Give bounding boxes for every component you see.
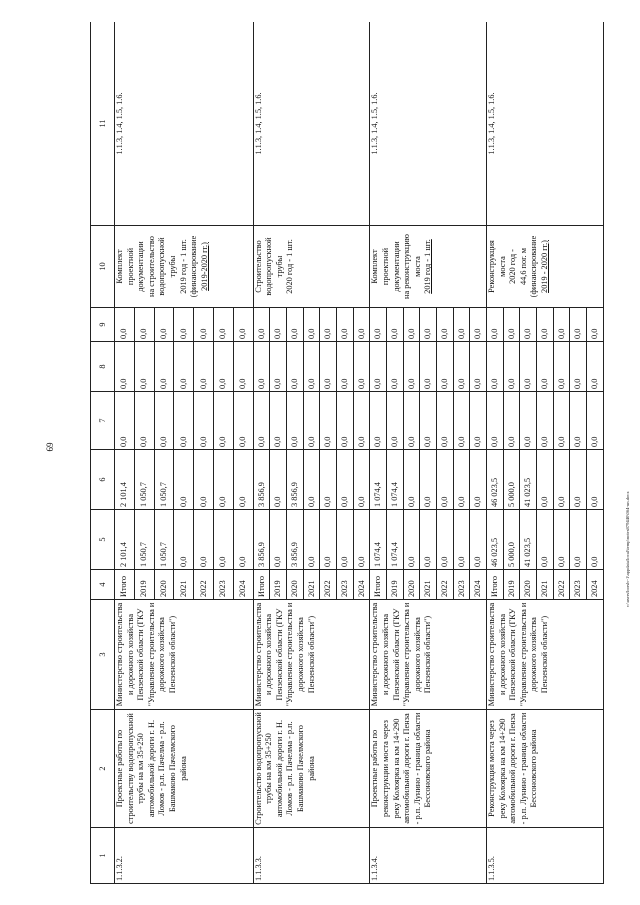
amount-cell: 0,0 [487, 308, 504, 342]
page-number: 69 [45, 442, 55, 452]
activity-name: Строительство водопропускной трубы на км 35+250 автомобильной дороги г. Н. Ломов - р.п. Пачелма - р.п. Башмаково Пачелмского района [253, 710, 370, 828]
amount-cell: 0,0 [453, 308, 470, 342]
amount-cell: 1 050,7 [134, 510, 154, 570]
amount-cell: 0,0 [470, 450, 487, 510]
amount-cell: 0,0 [214, 342, 234, 392]
amount-cell: 0,0 [470, 510, 487, 570]
amount-cell: 0,0 [353, 308, 370, 342]
period-cell: 2020 [154, 570, 174, 600]
indicator-links: 1.1.3, 1.4, 1.5, 1.6. [115, 22, 254, 226]
amount-cell: 0,0 [420, 510, 437, 570]
amount-cell: 0,0 [303, 450, 320, 510]
amount-cell: 0,0 [337, 308, 354, 342]
period-cell: 2022 [194, 570, 214, 600]
amount-cell: 1 074,4 [370, 510, 387, 570]
amount-cell: 0,0 [470, 342, 487, 392]
amount-cell: 0,0 [520, 308, 537, 342]
amount-cell: 0,0 [437, 450, 454, 510]
amount-cell: 0,0 [253, 342, 270, 392]
period-cell: 2021 [174, 570, 194, 600]
expected-result-line: на реконструкцию [402, 234, 412, 299]
amount-cell: 0,0 [537, 450, 554, 510]
amount-cell: 0,0 [370, 392, 387, 450]
expected-result-line: на строительство [146, 236, 156, 297]
period-cell: 2021 [537, 570, 554, 600]
activity-name: Реконструкция моста через реку Колоярка на км 14+290 автомобильной дороги г. Пенза - р.п. Лунино - граница области Бессоновского района [487, 710, 604, 828]
amount-cell: 0,0 [214, 450, 234, 510]
col-header-8: 8 [91, 342, 115, 392]
amount-cell: 5 000,0 [503, 450, 520, 510]
period-cell: Итого [253, 570, 270, 600]
period-cell: 2022 [320, 570, 337, 600]
period-cell: 2021 [420, 570, 437, 600]
amount-cell: 0,0 [174, 392, 194, 450]
activity-name: Проектные работы по строительству водопропускной трубы на км 35+250 автомобильной дороги г. Н. Ломов - р.п. Пачелма - р.п. Башмаково Пачелмского района [115, 710, 254, 828]
period-cell: 2019 [387, 570, 404, 600]
expected-result [487, 226, 604, 308]
col-header-10: 10 [91, 226, 115, 308]
amount-cell: 0,0 [487, 392, 504, 450]
amount-cell: 0,0 [270, 342, 287, 392]
amount-cell: 0,0 [587, 342, 604, 392]
expected-result-line: 2019 год - 1 шт. [178, 239, 188, 294]
amount-cell: 1 050,7 [154, 510, 174, 570]
amount-cell: 0,0 [337, 450, 354, 510]
amount-cell: 0,0 [470, 392, 487, 450]
amount-cell: 0,0 [174, 510, 194, 570]
col-header-1: 1 [91, 828, 115, 884]
col-header-9: 9 [91, 308, 115, 342]
amount-cell: 0,0 [303, 342, 320, 392]
amount-cell: 0,0 [353, 392, 370, 450]
activity-number: 1.1.3.3. [253, 828, 370, 884]
program-activities-table [90, 22, 604, 884]
expected-result-line: Строительство [253, 240, 263, 293]
period-cell: 2023 [214, 570, 234, 600]
amount-cell: 0,0 [387, 392, 404, 450]
amount-cell: 0,0 [537, 308, 554, 342]
amount-cell: 3 856,9 [287, 510, 304, 570]
amount-cell: 0,0 [570, 342, 587, 392]
period-cell: 2019 [134, 570, 154, 600]
amount-cell: 0,0 [353, 342, 370, 392]
amount-cell: 0,0 [320, 342, 337, 392]
activity-number: 1.1.3.2. [115, 828, 254, 884]
expected-result-line: (финансирование [529, 235, 539, 298]
indicator-links: 1.1.3, 1.4, 1.5, 1.6. [253, 22, 370, 226]
amount-cell: 0,0 [453, 392, 470, 450]
period-cell: Итого [370, 570, 387, 600]
period-cell: 2020 [403, 570, 420, 600]
amount-cell: 0,0 [337, 342, 354, 392]
expected-result-line: 2019-2020 гг.) [199, 242, 209, 291]
period-cell: 2023 [570, 570, 587, 600]
amount-cell: 0,0 [437, 392, 454, 450]
period-cell: 2022 [437, 570, 454, 600]
amount-cell: 0,0 [537, 392, 554, 450]
amount-cell: 0,0 [503, 342, 520, 392]
period-cell: 2024 [233, 570, 253, 600]
amount-cell: 0,0 [270, 510, 287, 570]
table-row [370, 22, 387, 884]
amount-cell: 0,0 [453, 510, 470, 570]
amount-cell: 0,0 [437, 510, 454, 570]
amount-cell: 0,0 [194, 342, 214, 392]
amount-cell: 0,0 [320, 510, 337, 570]
amount-cell: 0,0 [337, 392, 354, 450]
period-cell: 2022 [553, 570, 570, 600]
amount-cell: 0,0 [553, 308, 570, 342]
table-container [90, 22, 604, 884]
activity-number: 1.1.3.5. [487, 828, 604, 884]
amount-cell: 0,0 [403, 342, 420, 392]
amount-cell: 0,0 [387, 342, 404, 392]
amount-cell: 0,0 [214, 308, 234, 342]
amount-cell: 0,0 [487, 342, 504, 392]
amount-cell: 0,0 [194, 308, 214, 342]
period-cell: 2024 [470, 570, 487, 600]
table-row [115, 22, 135, 884]
period-cell: 2020 [287, 570, 304, 600]
amount-cell: 1 050,7 [154, 450, 174, 510]
amount-cell: 0,0 [115, 342, 135, 392]
amount-cell: 0,0 [553, 510, 570, 570]
amount-cell: 0,0 [437, 308, 454, 342]
expected-result-line: документации [136, 241, 146, 292]
amount-cell: 2 101,4 [115, 510, 135, 570]
executor: Министерство строительства и дорожного хозяйства Пензенской области (ГКУ "Управление строительства и дорожного хозяйства Пензенской области") [370, 600, 487, 710]
amount-cell: 0,0 [553, 450, 570, 510]
amount-cell: 0,0 [503, 308, 520, 342]
amount-cell: 0,0 [570, 392, 587, 450]
period-cell: 2023 [453, 570, 470, 600]
amount-cell: 0,0 [553, 342, 570, 392]
amount-cell: 0,0 [194, 510, 214, 570]
amount-cell: 2 101,4 [115, 450, 135, 510]
amount-cell: 0,0 [587, 308, 604, 342]
amount-cell: 0,0 [503, 392, 520, 450]
expected-result-line: водопропускной [157, 237, 167, 296]
amount-cell: 0,0 [537, 342, 554, 392]
executor: Министерство строительства и дорожного хозяйства Пензенской области (ГКУ "Управление строительства и дорожного хозяйства Пензенской области") [487, 600, 604, 710]
col-header-11: 11 [91, 22, 115, 226]
expected-result-line: 44,6 пог. м [518, 247, 528, 286]
amount-cell: 0,0 [303, 308, 320, 342]
col-header-2: 2 [91, 710, 115, 828]
amount-cell: 46 023,5 [487, 510, 504, 570]
amount-cell: 41 023,5 [520, 510, 537, 570]
amount-cell: 0,0 [233, 510, 253, 570]
amount-cell: 0,0 [403, 510, 420, 570]
expected-result-line: Комплект [115, 249, 125, 284]
amount-cell: 0,0 [253, 392, 270, 450]
period-cell: 2023 [337, 570, 354, 600]
amount-cell: 3 856,9 [253, 450, 270, 510]
activity-number: 1.1.3.4. [370, 828, 487, 884]
amount-cell: 3 856,9 [253, 510, 270, 570]
amount-cell: 0,0 [154, 392, 174, 450]
expected-result-line: Комплект [370, 249, 380, 284]
amount-cell: 0,0 [537, 510, 554, 570]
expected-result-line: проектной [380, 247, 390, 286]
amount-cell: 1 074,4 [387, 450, 404, 510]
header-row [91, 22, 115, 884]
amount-cell: 0,0 [437, 342, 454, 392]
amount-cell: 0,0 [370, 342, 387, 392]
amount-cell: 0,0 [570, 450, 587, 510]
period-cell: 2021 [303, 570, 320, 600]
amount-cell: 0,0 [570, 308, 587, 342]
amount-cell: 0,0 [154, 342, 174, 392]
amount-cell: 0,0 [115, 392, 135, 450]
col-header-4: 4 [91, 570, 115, 600]
expected-result-line: моста [497, 256, 507, 277]
amount-cell: 0,0 [453, 342, 470, 392]
period-cell: 2024 [353, 570, 370, 600]
amount-cell: 0,0 [587, 392, 604, 450]
amount-cell: 0,0 [320, 308, 337, 342]
indicator-links: 1.1.3, 1.4, 1.5, 1.6. [370, 22, 487, 226]
expected-result-line: 2019 год - 1 шт. [423, 239, 433, 294]
amount-cell: 0,0 [570, 510, 587, 570]
amount-cell: 0,0 [553, 392, 570, 450]
col-header-3: 3 [91, 600, 115, 710]
amount-cell: 0,0 [233, 392, 253, 450]
amount-cell: 0,0 [587, 450, 604, 510]
col-header-6: 6 [91, 450, 115, 510]
expected-result-line: проектной [125, 247, 135, 286]
table-body [115, 22, 604, 884]
amount-cell: 0,0 [303, 510, 320, 570]
amount-cell: 0,0 [253, 308, 270, 342]
amount-cell: 0,0 [270, 308, 287, 342]
amount-cell: 46 023,5 [487, 450, 504, 510]
amount-cell: 0,0 [353, 510, 370, 570]
amount-cell: 0,0 [154, 308, 174, 342]
amount-cell: 0,0 [387, 308, 404, 342]
amount-cell: 0,0 [403, 308, 420, 342]
expected-result-line: (финансирование [189, 235, 199, 298]
indicator-links: 1.1.3, 1.4, 1.5, 1.6. [487, 22, 604, 226]
executor: Министерство строительства и дорожного хозяйства Пензенской области (ГКУ "Управление строительства и дорожного хозяйства Пензенской области") [115, 600, 254, 710]
expected-result-line: Реконструкция [487, 240, 497, 293]
period-cell: Итого [115, 570, 135, 600]
amount-cell: 0,0 [403, 450, 420, 510]
expected-result-line: документации [391, 241, 401, 292]
expected-result-line: 2020 год - [508, 249, 518, 284]
amount-cell: 1 074,4 [370, 450, 387, 510]
expected-result-line: 2019 - 2020 гг.) [540, 240, 550, 293]
period-cell: 2019 [503, 570, 520, 600]
amount-cell: 0,0 [453, 450, 470, 510]
expected-result [253, 226, 370, 308]
amount-cell: 0,0 [320, 450, 337, 510]
col-header-5: 5 [91, 510, 115, 570]
amount-cell: 0,0 [270, 392, 287, 450]
amount-cell: 0,0 [174, 450, 194, 510]
expected-result-line: трубы [274, 255, 284, 278]
amount-cell: 0,0 [420, 450, 437, 510]
amount-cell: 0,0 [403, 392, 420, 450]
amount-cell: 1 074,4 [387, 510, 404, 570]
amount-cell: 0,0 [194, 450, 214, 510]
activity-name: Проектные работы по реконструкции моста через реку Колоярка на км 14+290 автомобильной дороги г. Пенза - р.п. Лунино - граница области Бессоновского района [370, 710, 487, 828]
amount-cell: 0,0 [287, 392, 304, 450]
table-row [487, 22, 504, 884]
amount-cell: 0,0 [174, 342, 194, 392]
amount-cell: 0,0 [420, 308, 437, 342]
amount-cell: 0,0 [353, 450, 370, 510]
amount-cell: 1 050,7 [134, 450, 154, 510]
col-header-7: 7 [91, 392, 115, 450]
period-cell: 2020 [520, 570, 537, 600]
period-cell: 2019 [270, 570, 287, 600]
amount-cell: 0,0 [134, 342, 154, 392]
amount-cell: 0,0 [134, 392, 154, 450]
footer-file-path: c:\users\borsh~1\appdata\local\temp\notes879440\064-un.docx [625, 491, 630, 607]
amount-cell: 41 023,5 [520, 450, 537, 510]
expected-result [370, 226, 487, 308]
period-cell: 2024 [587, 570, 604, 600]
amount-cell: 0,0 [587, 510, 604, 570]
amount-cell: 0,0 [420, 342, 437, 392]
period-cell: Итого [487, 570, 504, 600]
amount-cell: 0,0 [194, 392, 214, 450]
amount-cell: 0,0 [214, 510, 234, 570]
amount-cell: 0,0 [233, 450, 253, 510]
amount-cell: 0,0 [320, 392, 337, 450]
amount-cell: 0,0 [287, 342, 304, 392]
expected-result [115, 226, 254, 308]
amount-cell: 0,0 [270, 450, 287, 510]
expected-result-line: моста [412, 256, 422, 277]
amount-cell: 0,0 [287, 308, 304, 342]
expected-result-line: 2020 год - 1 шт. [285, 239, 295, 294]
amount-cell: 5 000,0 [503, 510, 520, 570]
amount-cell: 0,0 [115, 308, 135, 342]
amount-cell: 0,0 [520, 392, 537, 450]
amount-cell: 0,0 [470, 308, 487, 342]
amount-cell: 0,0 [370, 308, 387, 342]
table-row [253, 22, 270, 884]
amount-cell: 0,0 [233, 342, 253, 392]
executor: Министерство строительства и дорожного хозяйства Пензенской области (ГКУ "Управление строительства и дорожного хозяйства Пензенской области") [253, 600, 370, 710]
amount-cell: 0,0 [134, 308, 154, 342]
amount-cell: 0,0 [233, 308, 253, 342]
rotated-table-area [90, 22, 604, 884]
amount-cell: 0,0 [303, 392, 320, 450]
amount-cell: 0,0 [174, 308, 194, 342]
amount-cell: 0,0 [420, 392, 437, 450]
expected-result-line: водопропускной [264, 237, 274, 296]
amount-cell: 0,0 [520, 342, 537, 392]
expected-result-line: трубы [168, 255, 178, 278]
amount-cell: 0,0 [337, 510, 354, 570]
amount-cell: 3 856,9 [287, 450, 304, 510]
amount-cell: 0,0 [214, 392, 234, 450]
